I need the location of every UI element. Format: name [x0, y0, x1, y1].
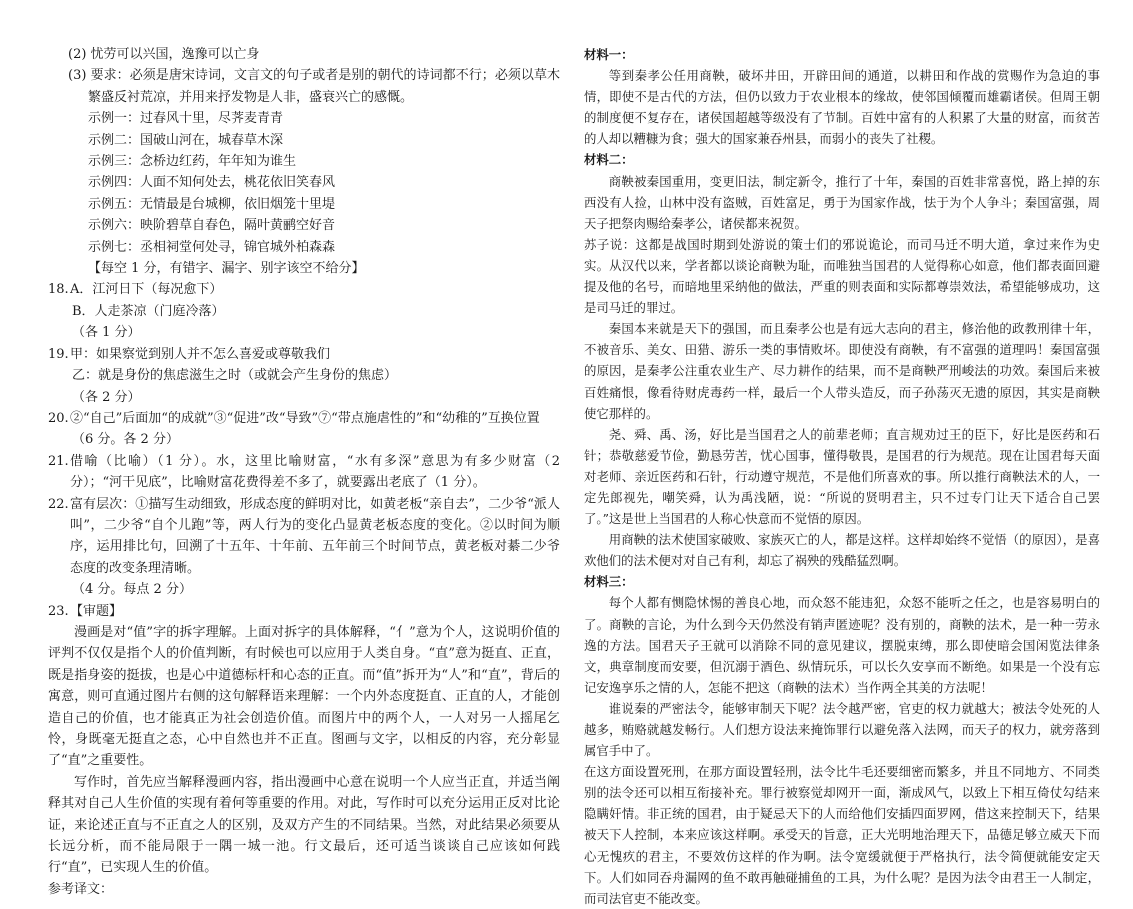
question-18: [48, 279, 560, 300]
question-number: 21.: [48, 453, 69, 469]
analysis-paragraph-1: 漫画是对“值”字的拆字理解。上面对拆字的具体解释，“亻”意为个人，这说明价值的评判不仅仅是指个人的价值判断，有时候也可以应用于人类自身。“直”意为挺直、正直，既是指身姿的挺拔，也是心中道德标杆和心态的正直。而“值”拆开为“人”和“直”，背后的寓意，则可直通过图片右侧的这句解释语来理解：一个内外态度挺直、正直的人，才能创造自己的价值，也才能真正为社会创造价值。而图片中的两个人，一人对另一人摇尾乞怜，身既毫无挺直之态，心中自然也并不正直。图画与文字，以相反的内容，充分彰显了“直”之重要性。: [48, 624, 560, 769]
material-3-paragraph-3: 在这方面设置死刑，在那方面设置轻刑，法令比牛毛还要细密而繁多，并且不同地方、不同类别的法令还可以相互衔接补充。罪行被察觉却网开一面，渐成风气，以致上下相互倚仗勾结来隐瞒奸情。非正统的国君，由于疑忌天下的人而给他们安插四面罗网，借这来控制天下，结果被天下人控制，本来应该这样啊。承受天的旨意，正大光明地治理天下，品德足够立威天下而心无愧疚的君主，不要效仿这样的作为啊。法令宽缓就便于严格执行，法令简便就能安定天下。人们如同吞舟漏网的鱼不敢再触碰捕鱼的工具，为什么呢？是因为法令由君王一人制定，而司法官吏不能改变。: [584, 764, 1100, 906]
material-3-title: 材料三：: [584, 574, 634, 590]
question-number: 23.: [48, 603, 69, 619]
question-22: [48, 494, 560, 580]
answer-yi: 乙：就是身份的焦虑滋生之时（或就会产生身份的焦虑）: [72, 368, 398, 384]
answer-line-2: (2) 忧劳可以兴国，逸豫可以亡身: [68, 47, 260, 62]
analysis-paragraph-2: 写作时，首先应当解释漫画内容，指出漫画中心意在说明一个人应当正直，并适当阐释其对自己人生价值的实现有着何等重要的作用。对此，写作时可以充分运用正反对比论证，来论述正直与不正直之人的区别，及双方产生的不同结果。当然，对此结果必须要从长远分析，而不能局限于一隅一城一池。行文最后，还可适当谈谈自己应该如何践行“直”，已实现人生的价值。: [48, 774, 560, 876]
section-title: 【审题】: [70, 603, 123, 619]
answer-jia: 甲：如果察觉到别人并不怎么喜爱或尊敬我们: [70, 346, 331, 362]
score-note: （各 1 分）: [72, 325, 141, 341]
question-23: [48, 601, 560, 622]
score-note: （各 2 分）: [72, 389, 141, 405]
example-1: 示例一：过春风十里，尽荠麦青青: [88, 111, 284, 127]
material-2-paragraph-1: 商鞅被秦国重用，变更旧法，制定新令，推行了十年，秦国的百姓非常喜悦，路上掉的东西没有人捡，山林中没有盗贼，百姓富足，勇于为国家作战，怯于为个人争斗；秦国富强，周天子把祭肉赐给秦孝公，诸侯都来祝贺。: [584, 173, 1100, 231]
answer-b: B．人走茶凉（门庭冷落）: [72, 303, 225, 319]
material-2-paragraph-2: 苏子说：这都是战国时期到处游说的策士们的邪说诡论，而司马迁不明大道，拿过来作为史实。从汉代以来，学者都以谈论商鞅为耻，而唯独当国君的人觉得称心如意，他们都表面回避提及他的名号，而暗地里采纳他的做法，严重的则表面和实际都尊崇效法，希望能够成功，这是司马迁的罪过。: [584, 236, 1100, 316]
answer-line-3: (3) 要求：必须是唐宋诗词，文言文的句子或者是别的朝代的诗词都不行；必须以草木繁盛反衬荒凉，并用来抒发物是人非，盛衰兴亡的感慨。: [68, 68, 560, 105]
question-19: [48, 344, 560, 365]
material-2-title: 材料二：: [584, 152, 634, 168]
score-note: （4 分。每点 2 分）: [72, 582, 192, 598]
material-2-paragraph-4: 尧、舜、禹、汤，好比是当国君之人的前辈老师；直言规劝过王的臣下，好比是医药和石针；恭敬慈爱节俭，勤恳劳苦，忧心国事，懂得敬畏，是国君的行为规范。现在让国君每天面对老师、亲近医药和石针，行动遵守规范，不是他们所喜欢的事。所以推行商鞅法术的人，一定先郎视先，嘲笑舜，认为禹浅陋，说：“所说的贤明君主，只不过专门让天下适合自己罢了。”这是世上当国君的人称心快意而不觉悟的原因。: [584, 426, 1100, 527]
material-1-paragraph: 等到秦孝公任用商鞅，破坏井田，开辟田间的通道，以耕田和作战的赏赐作为急迫的事情，即使不是古代的方法，但仍以致力于农业根本的缘故，使邻国倾覆而雄霸诸侯。但周王朝的制度便不复存在，诸侯国超越等级没有了节制。百姓中富有的人积累了大量的财富，而贫苦的人却以糟糠为食；强大的国家兼吞州县，而弱小的丧失了社稷。: [584, 68, 1100, 147]
answer-text: 富有层次：①描写生动细致，形成态度的鲜明对比，如黄老板“亲自去”，二少爷“派人叫”，二少爷“自个儿跑”等，两人行为的变化凸显黄老板态度的变化。②以时间为顺序，运用排比句，回溯了十五年、十年前、五年前三个时间节点，黄老板对綦二少爷态度的改变条理清晰。: [70, 496, 560, 576]
question-number: 18.: [48, 282, 69, 298]
translation-label: 参考译文：: [48, 881, 114, 897]
example-3: 示例三：念桥边红药，年年知为谁生: [88, 154, 297, 170]
material-1-title: 材料一：: [584, 47, 634, 62]
material-3-paragraph-2: 谁说秦的严密法令，能够审制天下呢？法令越严密，官吏的权力就越大；被法令处死的人越多，贿赂就越发畅行。人们想方设法来掩饰罪行以避免落入法网，而天子的权力，就旁落到属官手中了。: [584, 700, 1100, 759]
example-6: 示例六：映阶碧草自春色，隔叶黄鹂空好音: [88, 218, 336, 234]
question-21: [48, 451, 560, 494]
example-5: 示例五：无情最是台城柳，依旧烟笼十里堤: [88, 196, 336, 212]
question-20: [48, 408, 560, 429]
example-2: 示例二：国破山河在，城春草木深: [88, 132, 284, 148]
material-2-paragraph-5: 用商鞅的法术使国家破败、家族灭亡的人，都是这样。这样却始终不觉悟（的原因），是喜欢他们的法术便对对自己有利，却忘了祸殃的残酷猛烈啊。: [584, 532, 1100, 569]
answer-text: ②“自己”后面加“的成就”③“促进”改“导致”⑦“带点施虐性的”和“幼稚的”互换位置: [70, 410, 540, 426]
question-number: 22.: [48, 496, 69, 512]
material-2-paragraph-3: 秦国本来就是天下的强国，而且秦孝公也是有远大志向的君主，修治他的政教刑律十年，不被音乐、美女、田猎、游乐一类的事情败坏。即使没有商鞅，有不富强的道理吗！秦国富强的原因，是秦孝公注重农业生产、尽力耕作的结果，而不是商鞅严刑峻法的功效。秦国后来被百姓痛恨，像看待财虎毒药一样，最后一个人带头造反，而子孙荡灭无遗的原因，其实是商鞅使它那样的。: [584, 321, 1100, 421]
answer-a: A．江河日下（每况愈下）: [70, 282, 223, 298]
answer-text: 借喻（比喻）（1 分）。水，这里比喻财富，“水有多深”意思为有多少财富（2 分）；“河干见底”，比喻财富花费得差不多了，就要露出老底了（1 分）。: [70, 453, 560, 491]
question-number: 19.: [48, 346, 69, 362]
left-column: [48, 44, 560, 900]
scoring-note: 【每空 1 分，有错字、漏字、别字该空不给分】: [88, 261, 365, 277]
material-3-paragraph-1: 每个人都有恻隐怵惕的善良心地，而众怒不能违犯，众怒不能听之任之，也是容易明白的了。商鞅的言论，为什么到今天仍然没有销声匿迹呢？没有别的，商鞅的法术，是一种一劳永逸的方法。国君天子王就可以消除不同的意见建议，摆脱束缚，那么即使暗会国闲览法律条文，典章制度而安要，但沉溺于酒色、纵情玩乐，可以长久安享而不断绝。如果是一个没有忘记安逸享乐之情的人，怎能不把这（商鞅的法术）当作两全其美的方法呢！: [584, 595, 1100, 695]
score-note: （6 分。各 2 分）: [72, 432, 179, 448]
question-number: 20.: [48, 410, 69, 426]
right-column: [584, 44, 1100, 909]
example-4: 示例四：人面不知何处去，桃花依旧笑春风: [88, 175, 336, 191]
example-7: 示例七：丞相祠堂何处寻，锦官城外柏森森: [88, 239, 336, 255]
